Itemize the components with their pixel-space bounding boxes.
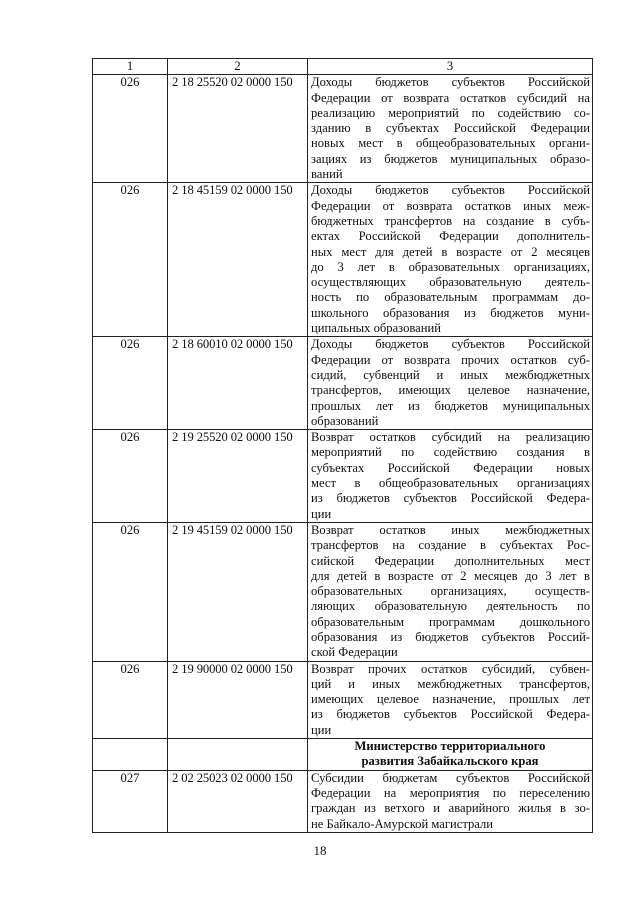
budget-code-cell: 2 18 25520 02 0000 150 [168, 75, 308, 183]
header-col-3: 3 [308, 59, 593, 75]
description-line: осуществляющих образовательную деятель- [311, 275, 590, 290]
description-line: субъектах Российской Федерации новых [311, 460, 590, 475]
description-line: Министерство территориального [354, 739, 546, 754]
description-cell [308, 430, 593, 523]
description-line: ляющих образовательную деятельность по [311, 599, 590, 614]
admin-code-cell: 026 [93, 661, 168, 738]
description-line: трансфертов на создание в субъектах Рос- [311, 538, 590, 553]
budget-code-cell: 2 18 45159 02 0000 150 [168, 183, 308, 337]
description-line: ных мест для детей в возрасте от 2 месяцев [311, 244, 590, 259]
description-line: реализацию мероприятий по содействию со- [311, 105, 590, 120]
table-header-row [93, 59, 593, 75]
description-line: ции [311, 506, 332, 521]
table-row [93, 770, 593, 832]
budget-code-cell: 2 18 60010 02 0000 150 [168, 337, 308, 430]
description-line: ципальных образований [311, 321, 441, 336]
description-cell [308, 661, 593, 738]
description-line: зациях из бюджетов муниципальных образо- [311, 151, 590, 166]
table-row [93, 183, 593, 337]
budget-code-cell: 2 19 25520 02 0000 150 [168, 430, 308, 523]
description-line: Субсидии бюджетам субъектов Российской [311, 770, 590, 785]
section-heading-cell [308, 739, 593, 771]
admin-code-cell: 026 [93, 522, 168, 661]
description-line: Доходы бюджетов субъектов Российской [311, 183, 590, 198]
description-line: граждан из ветхого и аварийного жилья в зо- [311, 801, 590, 816]
description-line: зданию в субъектах Российской Федерации [311, 121, 590, 136]
description-line: из бюджетов субъектов Российской Федера- [311, 491, 590, 506]
description-line: ектах Российской Федерации дополнитель- [311, 229, 590, 244]
description-line: для детей в возрасте от 2 месяцев до 3 лет в [311, 568, 590, 583]
admin-code-cell: 026 [93, 183, 168, 337]
header-col-2: 2 [168, 59, 308, 75]
description-line: Доходы бюджетов субъектов Российской [311, 337, 590, 352]
table-row [93, 337, 593, 430]
description-line: мест в общеобразовательных организациях [311, 476, 590, 491]
header-col-1: 1 [93, 59, 168, 75]
description-line: имеющих целевое назначение, прошлых лет [311, 692, 590, 707]
admin-code-cell: 026 [93, 337, 168, 430]
description-line: трансфертов, имеющих целевое назначение, [311, 383, 590, 398]
description-line: не Байкало-Амурской магистрали [311, 816, 494, 831]
description-line: бюджетных трансфертов на создание в субъ- [311, 213, 590, 228]
description-line: прошлых лет из бюджетов муниципальных [311, 398, 590, 413]
budget-code-cell [168, 739, 308, 771]
description-line: Федерации от возврата остатков субсидий на [311, 90, 590, 105]
budget-code-cell: 2 02 25023 02 0000 150 [168, 770, 308, 832]
description-line: сийской Федерации дополнительных мест [311, 553, 590, 568]
description-line: развития Забайкальского края [361, 754, 539, 769]
description-line: мероприятий по содействию создания в [311, 445, 590, 460]
description-line: сидий, субвенций и иных межбюджетных [311, 367, 590, 382]
description-line: ции [311, 722, 332, 737]
description-line: школьного образования из бюджетов муни- [311, 305, 590, 320]
description-line: образовательных организациях, осуществ- [311, 584, 590, 599]
section-heading-row [93, 739, 593, 771]
description-line: ность по образовательным программам до- [311, 290, 590, 305]
description-line: Федерации на мероприятия по переселению [311, 785, 590, 800]
table-row [93, 522, 593, 661]
table-row [93, 75, 593, 183]
table-row [93, 661, 593, 738]
page-number: 18 [313, 843, 327, 858]
description-line: из бюджетов субъектов Российской Федера- [311, 707, 590, 722]
description-line: Возврат остатков субсидий на реализацию [311, 430, 590, 445]
description-line: Федерации от возврата прочих остатков суб- [311, 352, 590, 367]
admin-code-cell: 026 [93, 75, 168, 183]
admin-code-cell [93, 739, 168, 771]
budget-code-cell: 2 19 45159 02 0000 150 [168, 522, 308, 661]
description-cell [308, 183, 593, 337]
description-line: до 3 лет в образовательных организациях, [311, 259, 590, 274]
description-line: образования из бюджетов субъектов Россий- [311, 629, 590, 644]
description-line: Возврат остатков иных межбюджетных [311, 522, 590, 537]
description-line: ций и иных межбюджетных трансфертов, [311, 676, 590, 691]
description-line: новых мест в общеобразовательных органи- [311, 136, 590, 151]
description-cell [308, 770, 593, 832]
description-line: образований [311, 413, 379, 428]
description-cell [308, 75, 593, 183]
description-line: Возврат прочих остатков субсидий, субвен- [311, 661, 590, 676]
description-line: ской Федерации [311, 645, 398, 660]
admin-code-cell: 026 [93, 430, 168, 523]
description-line: Доходы бюджетов субъектов Российской [311, 75, 590, 90]
description-cell [308, 337, 593, 430]
budget-code-cell: 2 19 90000 02 0000 150 [168, 661, 308, 738]
table-row [93, 430, 593, 523]
description-line: ваний [311, 167, 343, 182]
description-cell [308, 522, 593, 661]
document-table [92, 58, 593, 833]
description-line: образовательным программам дошкольного [311, 614, 590, 629]
admin-code-cell: 027 [93, 770, 168, 832]
description-line: Федерации от возврата остатков иных меж- [311, 198, 590, 213]
